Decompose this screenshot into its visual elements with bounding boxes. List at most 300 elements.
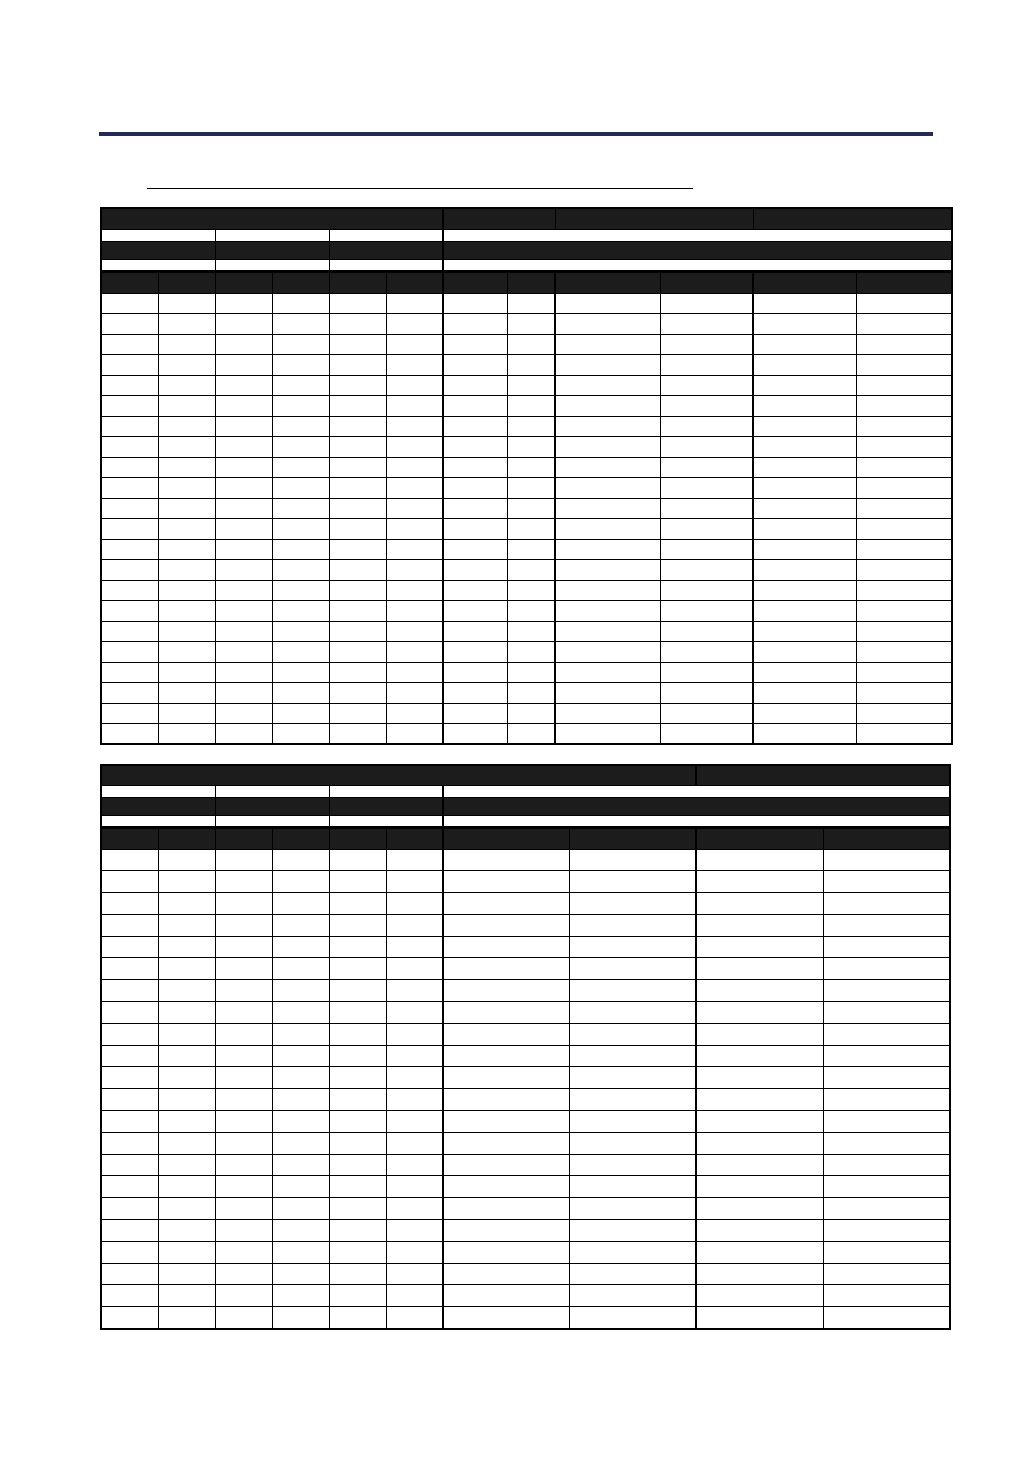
table-cell [101,457,158,478]
column-header [215,271,272,293]
table-row [101,1089,950,1111]
table-cell [272,498,329,519]
table-cell [386,1263,443,1285]
table-cell [696,980,823,1002]
table-cell [101,1067,158,1089]
table-cell [158,703,215,724]
table-2-header [101,765,950,849]
table-cell [158,1198,215,1220]
table-cell [158,1307,215,1329]
table-row [101,416,952,437]
table-cell [696,1220,823,1242]
table-row [101,849,950,871]
table-cell [386,1023,443,1045]
table-cell [386,375,443,396]
table-cell [443,1241,569,1263]
table-cell [443,580,507,601]
table-cell [443,1045,569,1067]
column-header [158,271,215,293]
table-cell [696,1307,823,1329]
table-row [101,980,950,1002]
table-cell [569,1067,696,1089]
table-cell [856,580,952,601]
table-cell [443,519,507,540]
table-cell [158,1220,215,1242]
table-row [101,893,950,915]
table-cell [272,1307,329,1329]
header-cell [443,229,952,241]
table-row [101,396,952,417]
table-cell [272,1045,329,1067]
table-cell [555,314,660,335]
table-cell [443,958,569,980]
table-cell [329,642,386,663]
table-cell [215,1176,272,1198]
table-cell [101,1176,158,1198]
column-header [753,271,856,293]
table-cell [329,1285,386,1307]
table-cell [823,1198,950,1220]
table-cell [660,355,753,376]
table-cell [215,936,272,958]
table-cell [753,539,856,560]
table-cell [215,871,272,893]
table-cell [443,1002,569,1024]
table-cell [443,893,569,915]
table-cell [158,936,215,958]
table-cell [660,478,753,499]
table-cell [443,1176,569,1198]
column-header [158,827,215,849]
table-cell [329,936,386,958]
table-cell [386,703,443,724]
table-cell [158,893,215,915]
table-cell [507,457,555,478]
table-row [101,683,952,704]
table-cell [329,519,386,540]
table-cell [660,642,753,663]
header-cell [101,229,215,241]
table-2-body [101,849,950,1329]
table-cell [158,334,215,355]
table-cell [101,437,158,458]
table-cell [272,893,329,915]
table-cell [386,662,443,683]
table-cell [443,478,507,499]
table-cell [329,334,386,355]
table-cell [329,1198,386,1220]
table-cell [555,683,660,704]
table-cell [329,355,386,376]
table-cell [823,893,950,915]
table-cell [158,1089,215,1111]
table-cell [158,560,215,581]
table-cell [753,724,856,745]
table-cell [856,724,952,745]
table-cell [158,1132,215,1154]
table-cell [101,1132,158,1154]
column-header [660,271,753,293]
table-cell [272,724,329,745]
header-cell [101,259,215,271]
table-cell [215,1132,272,1154]
table-cell [555,478,660,499]
table-cell [329,1111,386,1133]
table-cell [272,683,329,704]
table-cell [569,1154,696,1176]
table-cell [696,1002,823,1024]
table-row [101,1241,950,1263]
table-cell [329,1089,386,1111]
table-cell [101,1111,158,1133]
table-cell [272,1176,329,1198]
table-cell [158,642,215,663]
table-cell [856,703,952,724]
table-cell [386,560,443,581]
table-row [101,1154,950,1176]
table-cell [386,849,443,871]
table-row [101,621,952,642]
header-cell [329,797,443,815]
table-cell [158,478,215,499]
table-cell [569,1002,696,1024]
table-cell [443,936,569,958]
table-cell [329,1045,386,1067]
table-cell [386,396,443,417]
column-header [823,827,950,849]
table-cell [696,849,823,871]
table-cell [101,642,158,663]
header-cell [101,785,215,797]
table-cell [215,396,272,417]
header-cell [443,241,952,259]
table-cell [272,642,329,663]
table-cell [272,849,329,871]
table-cell [329,893,386,915]
table-cell [101,958,158,980]
table-cell [443,1220,569,1242]
column-header [555,271,660,293]
table-row [101,1045,950,1067]
table-cell [158,519,215,540]
table-cell [329,457,386,478]
table-cell [101,519,158,540]
table-cell [101,621,158,642]
table-cell [215,1089,272,1111]
table-cell [823,914,950,936]
table-cell [386,539,443,560]
table-cell [101,1045,158,1067]
table-cell [823,871,950,893]
table-row [101,498,952,519]
table-cell [660,703,753,724]
table-cell [215,621,272,642]
table-cell [753,580,856,601]
table-row [101,519,952,540]
table-cell [856,314,952,335]
table-cell [753,683,856,704]
table-cell [158,1045,215,1067]
table-row [101,334,952,355]
table-cell [660,724,753,745]
header-cell [215,229,329,241]
table-row [101,1176,950,1198]
table-cell [856,560,952,581]
table-cell [555,519,660,540]
table-cell [329,314,386,335]
table-row [101,642,952,663]
table-cell [696,1198,823,1220]
table-cell [386,1307,443,1329]
table-cell [272,936,329,958]
table-cell [856,416,952,437]
table-cell [329,1263,386,1285]
table-cell [272,355,329,376]
table-row [101,936,950,958]
table-cell [386,457,443,478]
table-row [101,293,952,314]
table-cell [696,1023,823,1045]
table-cell [660,437,753,458]
table-cell [660,457,753,478]
table-cell [443,1132,569,1154]
table-row [101,1023,950,1045]
table-cell [272,1154,329,1176]
table-cell [215,683,272,704]
table-cell [386,1045,443,1067]
table-cell [660,621,753,642]
table-cell [753,457,856,478]
table-cell [569,1176,696,1198]
table-cell [272,871,329,893]
table-cell [386,1002,443,1024]
table-row [101,1307,950,1329]
table-cell [555,580,660,601]
table-cell [569,914,696,936]
table-row [101,724,952,745]
table-row [101,478,952,499]
table-cell [823,849,950,871]
table-cell [555,662,660,683]
table-cell [443,1111,569,1133]
table-cell [386,724,443,745]
table-cell [386,958,443,980]
table-cell [569,849,696,871]
table-cell [101,601,158,622]
table-cell [158,1263,215,1285]
table-cell [823,1220,950,1242]
table-cell [443,1263,569,1285]
table-cell [386,1176,443,1198]
table-cell [158,498,215,519]
header-cell [753,208,952,229]
table-cell [272,914,329,936]
table-cell [569,1045,696,1067]
table-cell [823,958,950,980]
table-cell [696,1067,823,1089]
table-cell [443,539,507,560]
table-cell [753,314,856,335]
table-cell [386,1154,443,1176]
table-cell [215,893,272,915]
header-cell [555,208,753,229]
table-cell [329,1241,386,1263]
table-cell [386,683,443,704]
table-cell [272,662,329,683]
table-cell [272,703,329,724]
table-cell [443,980,569,1002]
table-cell [386,642,443,663]
table-cell [569,980,696,1002]
table-1-header [101,208,952,293]
table-cell [101,1285,158,1307]
table-cell [158,958,215,980]
table-cell [507,498,555,519]
table-cell [386,980,443,1002]
table-cell [158,355,215,376]
table-cell [443,457,507,478]
table-row [101,871,950,893]
table-cell [507,314,555,335]
table-cell [696,936,823,958]
table-cell [158,1067,215,1089]
table-row [101,1132,950,1154]
table-row [101,601,952,622]
header-cell [215,797,329,815]
table-cell [215,601,272,622]
table-cell [507,334,555,355]
table-cell [386,871,443,893]
header-cell [215,241,329,259]
column-header [101,271,158,293]
table-cell [753,601,856,622]
table-cell [856,457,952,478]
table-cell [660,314,753,335]
table-cell [856,601,952,622]
table-cell [569,958,696,980]
table-cell [272,314,329,335]
table-cell [386,293,443,314]
table-cell [507,662,555,683]
table-cell [569,1220,696,1242]
table-cell [856,396,952,417]
table-cell [386,1285,443,1307]
table-cell [569,1307,696,1329]
table-cell [158,457,215,478]
table-cell [386,580,443,601]
table-cell [823,1263,950,1285]
table-cell [215,1263,272,1285]
header-cell [215,259,329,271]
log-table-2 [100,764,951,1330]
table-row [101,355,952,376]
column-header [386,271,443,293]
table-cell [215,478,272,499]
table-cell [158,580,215,601]
table-cell [329,539,386,560]
table-cell [386,416,443,437]
table-cell [555,416,660,437]
table-cell [386,1241,443,1263]
table-cell [101,1220,158,1242]
table-row [101,1263,950,1285]
table-cell [555,375,660,396]
table-cell [101,1241,158,1263]
log-table-1 [100,207,953,745]
table-cell [856,621,952,642]
table-cell [443,334,507,355]
table-cell [823,980,950,1002]
table-cell [215,724,272,745]
table-cell [272,621,329,642]
table-cell [443,1154,569,1176]
table-cell [215,1154,272,1176]
table-row [101,1067,950,1089]
table-cell [272,1220,329,1242]
table-cell [696,1285,823,1307]
table-cell [569,871,696,893]
table-cell [158,914,215,936]
table-cell [101,914,158,936]
table-cell [329,871,386,893]
table-row [101,539,952,560]
table-cell [386,1132,443,1154]
table-cell [215,580,272,601]
table-cell [101,355,158,376]
table-cell [158,849,215,871]
table-cell [856,478,952,499]
table-cell [386,1067,443,1089]
table-cell [329,1220,386,1242]
table-cell [753,519,856,540]
table-cell [329,1154,386,1176]
table-cell [158,1241,215,1263]
table-row [101,375,952,396]
table-cell [696,1241,823,1263]
table-row [101,1220,950,1242]
table-cell [507,539,555,560]
table-cell [823,936,950,958]
table-row [101,1285,950,1307]
table-cell [386,519,443,540]
table-cell [555,437,660,458]
table-cell [215,560,272,581]
table-cell [215,375,272,396]
table-cell [696,1154,823,1176]
table-cell [215,355,272,376]
table-cell [215,642,272,663]
table-cell [101,498,158,519]
table-cell [158,1023,215,1045]
table-cell [329,980,386,1002]
table-cell [696,958,823,980]
table-cell [329,498,386,519]
table-cell [158,375,215,396]
table-cell [443,1198,569,1220]
table-cell [272,519,329,540]
table-cell [158,871,215,893]
table-cell [158,724,215,745]
table-cell [555,396,660,417]
table-cell [823,1111,950,1133]
table-row [101,958,950,980]
table-cell [158,662,215,683]
table-cell [443,437,507,458]
table-cell [329,1307,386,1329]
table-cell [101,539,158,560]
table-cell [753,355,856,376]
table-cell [555,293,660,314]
